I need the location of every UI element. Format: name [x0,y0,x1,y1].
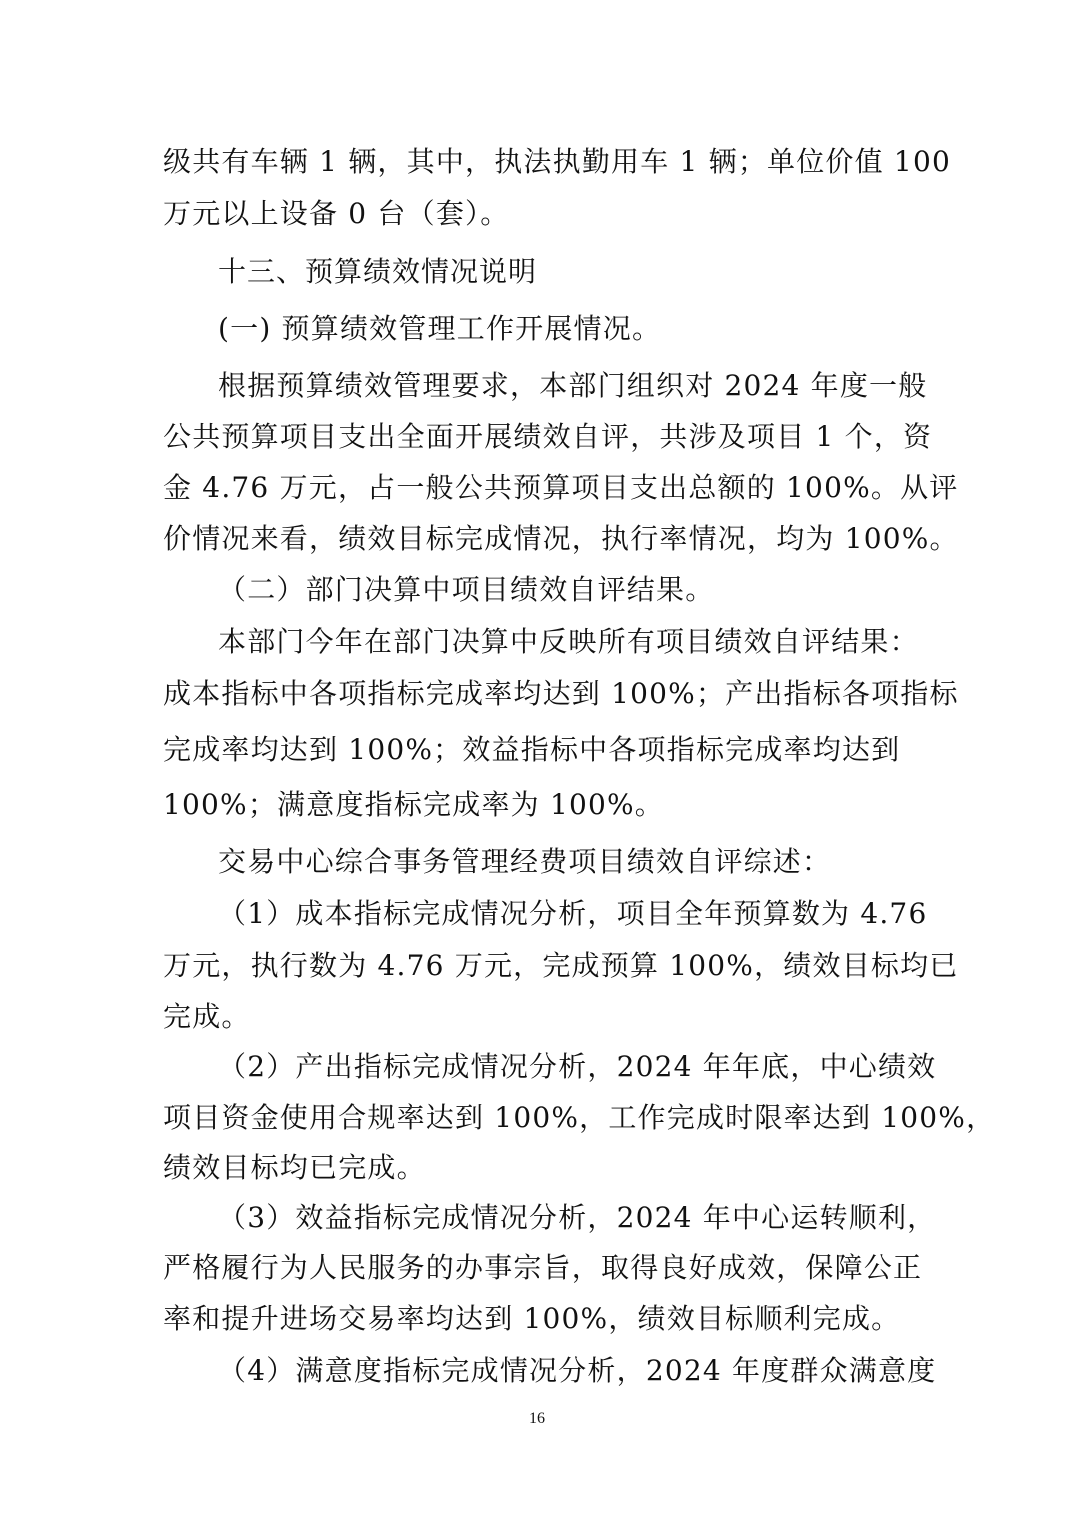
text-line: （1）成本指标完成情况分析，项目全年预算数为 4.76 [218,897,928,930]
text-line: 级共有车辆 1 辆，其中，执法执勤用车 1 辆；单位价值 100 [163,145,951,178]
subsection-heading: (一) 预算绩效管理工作开展情况。 [218,312,662,345]
text-line: （2）产出指标完成情况分析，2024 年年底，中心绩效 [218,1050,937,1083]
text-line: 完成。 [163,1000,251,1033]
text-line: 根据预算绩效管理要求，本部门组织对 2024 年度一般 [218,369,928,402]
text-line: 成本指标中各项指标完成率均达到 100%；产出指标各项指标 [163,677,959,710]
text-line: 万元以上设备 0 台（套）。 [163,197,510,230]
page-number: 16 [529,1410,545,1427]
text-line: 100%；满意度指标完成率为 100%。 [163,788,664,821]
text-line: 率和提升进场交易率均达到 100%，绩效目标顺利完成。 [163,1302,901,1335]
text-line: （4）满意度指标完成情况分析，2024 年度群众满意度 [218,1354,937,1387]
text-line: 绩效目标均已完成。 [163,1151,426,1184]
text-line: 万元，执行数为 4.76 万元，完成预算 100%，绩效目标均已 [163,949,959,982]
text-line: 交易中心综合事务管理经费项目绩效自评综述： [218,845,832,878]
text-line: 价情况来看，绩效目标完成情况，执行率情况，均为 100%。 [163,522,959,555]
text-line: （3）效益指标完成情况分析，2024 年中心运转顺利， [218,1201,937,1234]
text-line: 项目资金使用合规率达到 100%，工作完成时限率达到 100%， [163,1101,996,1134]
text-line: 严格履行为人民服务的办事宗旨，取得良好成效，保障公正 [163,1251,923,1284]
text-line: 完成率均达到 100%；效益指标中各项指标完成率均达到 [163,733,901,766]
section-heading: 十三、预算绩效情况说明 [218,255,538,288]
text-line: 金 4.76 万元，占一般公共预算项目支出总额的 100%。从评 [163,471,959,504]
text-line: 本部门今年在部门决算中反映所有项目绩效自评结果： [218,625,919,658]
text-line: 公共预算项目支出全面开展绩效自评，共涉及项目 1 个，资 [163,420,933,453]
subsection-heading: （二）部门决算中项目绩效自评结果。 [218,573,715,606]
